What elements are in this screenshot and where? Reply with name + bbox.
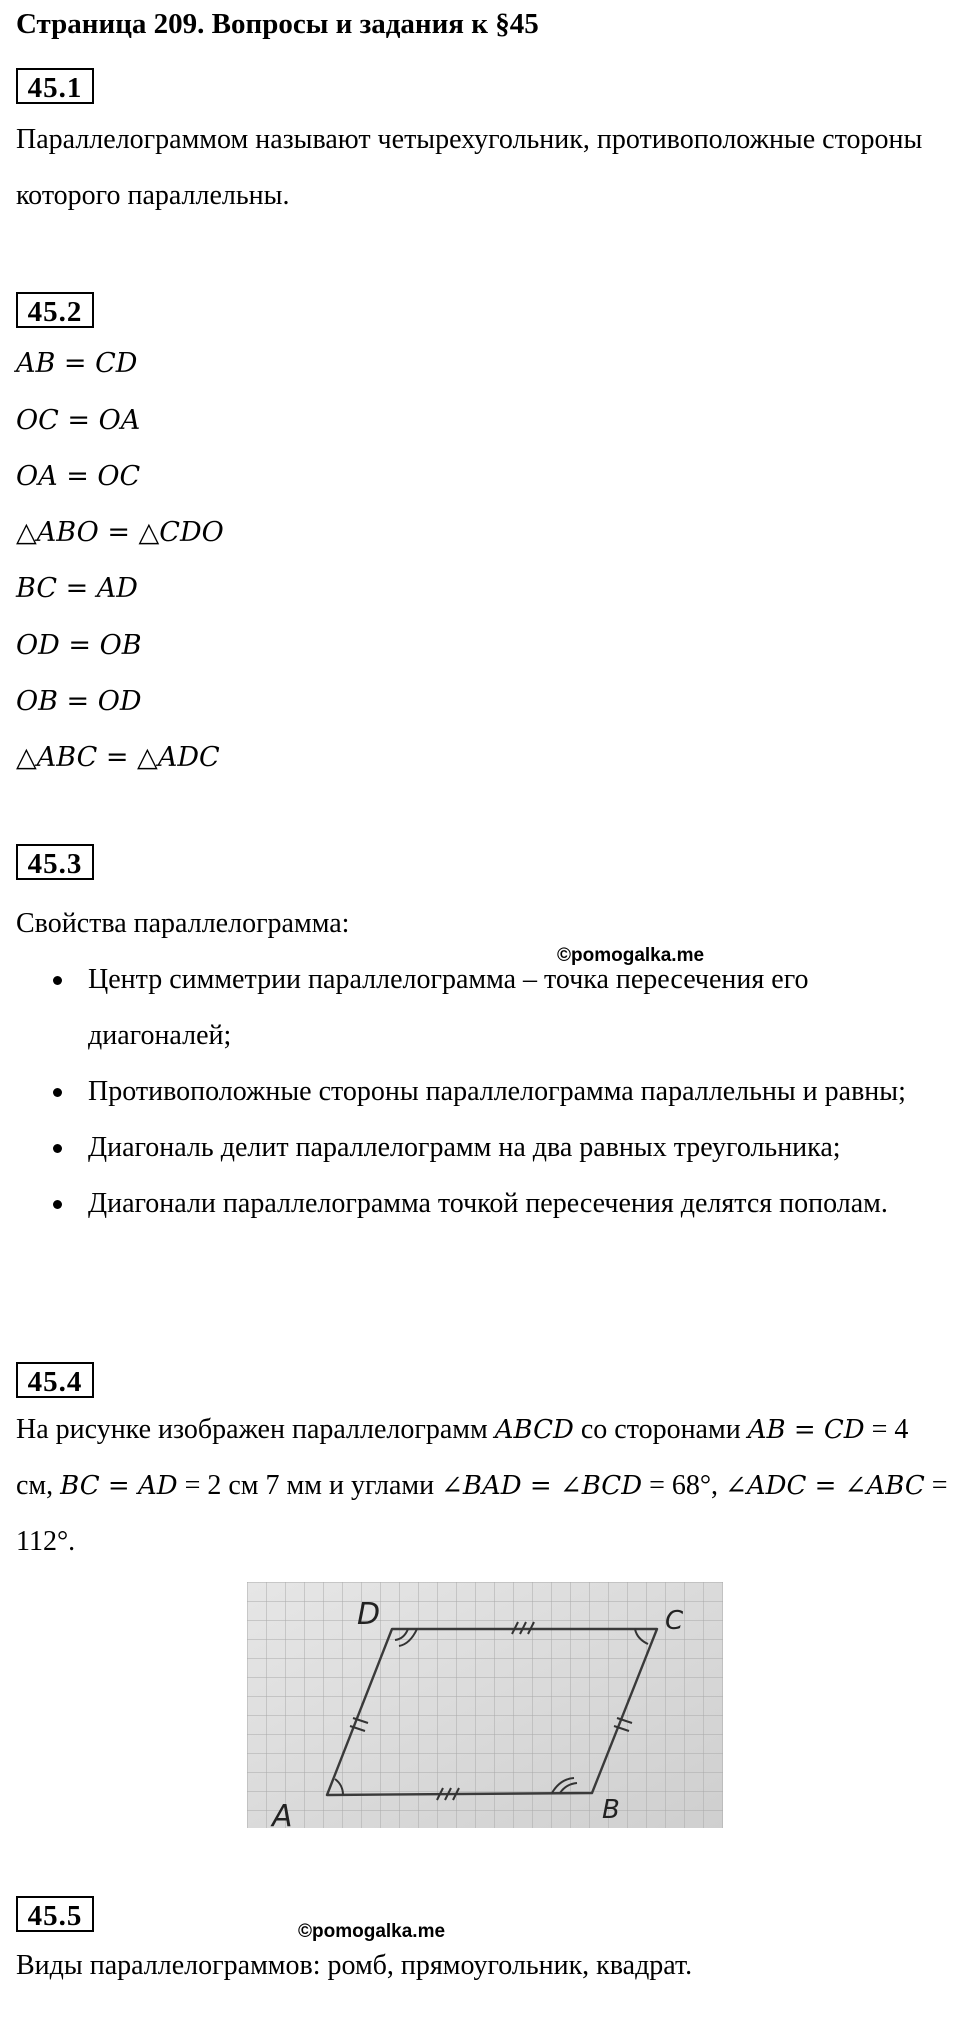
equation-line: OA = OC xyxy=(16,461,141,492)
section-45-4-text: На рисунке изображен параллелограмм ABCD со сторонами AB = CD = 4 см, BC = AD = 2 см 7 мм и углами ∠BAD = ∠BCD = 68°, ∠ADC = ∠ABC = 112°. xyxy=(16,1414,948,1557)
section-label-45-1: 45.1 xyxy=(16,68,94,104)
section-label-45-2: 45.2 xyxy=(16,292,94,328)
equation-line: BC = AD xyxy=(16,573,138,604)
vertex-label-d: D xyxy=(357,1597,381,1632)
watermark: ©pomogalka.me xyxy=(557,945,705,966)
watermark: ©pomogalka.me xyxy=(298,1921,446,1942)
equation-line: OC = OA xyxy=(16,405,141,436)
list-item: Противоположные стороны параллелограмма параллельны и равны; xyxy=(16,1064,956,1120)
vertex-label-b: B xyxy=(602,1795,620,1825)
list-item: Диагонали параллелограмма точкой пересечения делятся пополам. xyxy=(16,1176,956,1232)
properties-list xyxy=(16,952,956,1232)
equation-line: OD = OB xyxy=(16,630,142,661)
list-item: Центр симметрии параллелограмма – точка пересечения его диагоналей; xyxy=(16,952,956,1064)
section-45-5-text: Виды параллелограммов: ромб, прямоугольник, квадрат. xyxy=(16,1950,693,1981)
equation-line: AB = CD xyxy=(16,348,138,379)
section-label-45-4: 45.4 xyxy=(16,1362,94,1398)
vertex-label-a: A xyxy=(272,1799,293,1828)
equation-line: △ABO = △CDO xyxy=(16,517,224,548)
section-label-45-5: 45.5 xyxy=(16,1896,94,1932)
section-45-1-text: Параллелограммом называют четырехугольник, противоположные стороны которого параллельны. xyxy=(16,124,923,211)
page-title: Страница 209. Вопросы и задания к §45 xyxy=(16,8,539,40)
list-item: Диагональ делит параллелограмм на два равных треугольника; xyxy=(16,1120,956,1176)
section-45-3-intro: Свойства параллелограмма: xyxy=(16,908,350,939)
parallelogram-figure xyxy=(247,1582,723,1828)
equation-line: OB = OD xyxy=(16,686,142,717)
vertex-label-c: C xyxy=(665,1606,684,1636)
equation-line: △ABC = △ADC xyxy=(16,742,220,773)
section-label-45-3: 45.3 xyxy=(16,844,94,880)
